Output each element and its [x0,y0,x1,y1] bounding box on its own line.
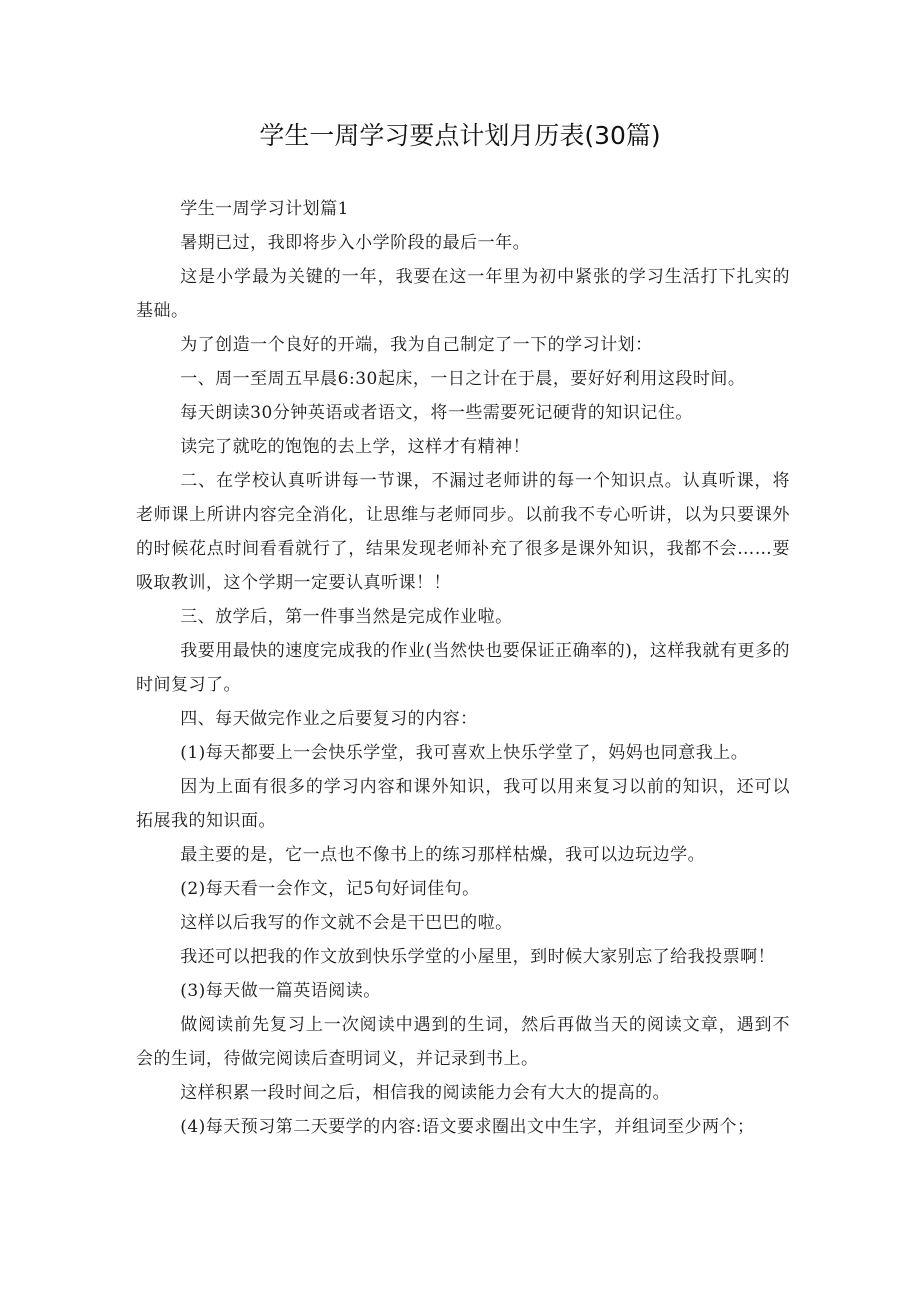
paragraph: 四、每天做完作业之后要复习的内容： [180,709,478,729]
paragraph: 一、周一至周五早晨6:30起床，一日之计在于晨，要好好利用这段时间。 [180,369,746,389]
paragraph: (3)每天做一篇英语阅读。 [180,981,381,1001]
paragraph: 三、放学后，第一件事当然是完成作业啦。 [180,607,513,627]
paragraph: 我要用最快的速度完成我的作业(当然快也要保证正确率的)，这样我就有更多的时间复习了。 [136,641,790,695]
paragraph: 因为上面有很多的学习内容和课外知识，我可以用来复习以前的知识，还可以拓展我的知识面。 [136,777,790,831]
paragraph: 这样积累一段时间之后，相信我的阅读能力会有大大的提高的。 [180,1083,671,1103]
paragraph: 暑期已过，我即将步入小学阶段的最后一年。 [180,233,531,253]
paragraph: (4)每天预习第二天要学的内容:语文要求圈出文中生字，并组词至少两个； [180,1117,755,1137]
paragraph: (1)每天都要上一会快乐学堂，我可喜欢上快乐学堂了，妈妈也同意我上。 [180,743,749,763]
paragraph: 这是小学最为关键的一年，我要在这一年里为初中紧张的学习生活打下扎实的基础。 [136,267,790,321]
section-heading: 学生一周学习计划篇1 [180,199,350,219]
document-title: 学生一周学习要点计划月历表(30篇) [259,121,661,150]
paragraph: 每天朗读30分钟英语或者语文，将一些需要死记硬背的知识记住。 [180,403,693,423]
paragraph: 二、在学校认真听讲每一节课，不漏过老师讲的每一个知识点。认真听课，将老师课上所讲内容完全消化，让思维与老师同步。以前我不专心听讲，以为只要课外的时候花点时间看看就行了，结果发现老师补充了很多是课外知识，我都不会……要吸取教训，这个学期一定要认真听课！！ [136,471,790,593]
paragraph: 读完了就吃的饱饱的去上学，这样才有精神！ [180,437,531,457]
document-body [136,192,790,1144]
paragraph: 我还可以把我的作文放到快乐学堂的小屋里，到时候大家别忘了给我投票啊！ [180,947,776,967]
paragraph: 这样以后我写的作文就不会是干巴巴的啦。 [180,913,513,933]
paragraph: (2)每天看一会作文，记5句好词佳句。 [180,879,480,899]
paragraph: 做阅读前先复习上一次阅读中遇到的生词，然后再做当天的阅读文章，遇到不会的生词，待做完阅读后查明词义，并记录到书上。 [136,1015,790,1069]
paragraph: 为了创造一个良好的开端，我为自己制定了一下的学习计划： [180,335,653,355]
paragraph: 最主要的是，它一点也不像书上的练习那样枯燥，我可以边玩边学。 [180,845,706,865]
